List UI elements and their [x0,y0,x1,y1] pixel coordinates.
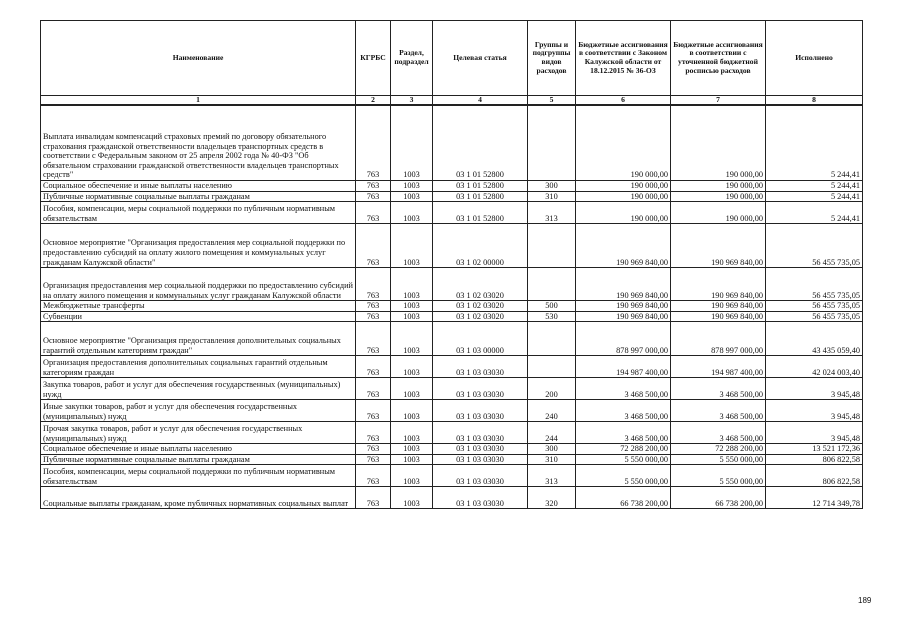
row-refined-amount: 878 997 000,00 [671,322,766,356]
row-executed-amount: 5 244,41 [766,181,863,192]
row-group: 240 [528,400,576,422]
row-executed-amount: 56 455 735,05 [766,268,863,301]
column-numbers-row [41,96,863,106]
row-section: 1003 [391,301,433,312]
row-refined-amount: 190 969 840,00 [671,301,766,312]
row-target: 03 1 02 03020 [433,268,528,301]
row-refined-amount: 190 969 840,00 [671,224,766,268]
header-law: Бюджетные ассигнования в соответствии с Законом Калужской области от 18.12.2015 № 36-ОЗ [576,21,671,96]
table-row [41,202,863,224]
row-name: Публичные нормативные социальные выплаты гражданам [41,454,356,465]
row-executed-amount: 5 244,41 [766,191,863,202]
row-executed-amount: 13 521 172,36 [766,444,863,455]
row-law-amount: 5 550 000,00 [576,465,671,487]
row-group [528,356,576,378]
row-section: 1003 [391,444,433,455]
table-row [41,268,863,301]
row-target: 03 1 03 03030 [433,465,528,487]
row-group: 310 [528,191,576,202]
row-kgrbs: 763 [356,181,391,192]
row-kgrbs: 763 [356,322,391,356]
row-law-amount: 72 288 200,00 [576,444,671,455]
row-section: 1003 [391,311,433,322]
row-name: Пособия, компенсации, меры социальной поддержки по публичным нормативным обязательствам [41,465,356,487]
row-kgrbs: 763 [356,378,391,400]
row-group [528,224,576,268]
table-body [41,105,863,509]
row-name: Публичные нормативные социальные выплаты гражданам [41,191,356,202]
row-group: 310 [528,454,576,465]
table-row [41,378,863,400]
row-group: 313 [528,202,576,224]
row-refined-amount: 3 468 500,00 [671,378,766,400]
header-target: Целевая статья [433,21,528,96]
row-name: Прочая закупка товаров, работ и услуг для обеспечения государственных (муниципальных) нужд [41,422,356,444]
table-row [41,454,863,465]
row-law-amount: 190 969 840,00 [576,224,671,268]
row-name: Социальные выплаты гражданам, кроме публичных нормативных социальных выплат [41,487,356,509]
row-group: 500 [528,301,576,312]
row-law-amount: 190 969 840,00 [576,311,671,322]
row-refined-amount: 5 550 000,00 [671,465,766,487]
row-name: Межбюджетные трансферты [41,301,356,312]
row-refined-amount: 66 738 200,00 [671,487,766,509]
row-name: Организация предоставления мер социальной поддержки по предоставлению субсидий на оплату жилого помещения и коммунальных услуг гражданам Калужской области [41,268,356,301]
row-target: 03 1 03 03030 [433,454,528,465]
row-executed-amount: 3 945,48 [766,400,863,422]
row-name: Выплата инвалидам компенсаций страховых премий по договору обязательного страхования гражданской ответственности владельцев транспортных средств в соответствии с Федеральным законом от 25 апреля 2002 года № 40-ФЗ "Об обязательном страховании гражданской ответственности владельцев транспортных средств" [41,105,356,181]
row-kgrbs: 763 [356,202,391,224]
table-row [41,224,863,268]
row-section: 1003 [391,454,433,465]
row-group: 313 [528,465,576,487]
column-number: 7 [671,96,766,106]
row-refined-amount: 190 000,00 [671,105,766,181]
row-law-amount: 190 969 840,00 [576,268,671,301]
row-executed-amount: 5 244,41 [766,105,863,181]
row-refined-amount: 190 000,00 [671,181,766,192]
table-row [41,356,863,378]
row-kgrbs: 763 [356,301,391,312]
row-target: 03 1 02 03020 [433,301,528,312]
row-name: Субвенции [41,311,356,322]
table-row [41,422,863,444]
row-executed-amount: 3 945,48 [766,422,863,444]
table-row [41,191,863,202]
row-executed-amount: 12 714 349,78 [766,487,863,509]
row-law-amount: 190 000,00 [576,181,671,192]
row-law-amount: 190 000,00 [576,202,671,224]
column-number: 8 [766,96,863,106]
table-row [41,400,863,422]
row-group: 200 [528,378,576,400]
column-number: 1 [41,96,356,106]
row-law-amount: 5 550 000,00 [576,454,671,465]
row-refined-amount: 3 468 500,00 [671,422,766,444]
row-executed-amount: 3 945,48 [766,378,863,400]
row-section: 1003 [391,487,433,509]
row-kgrbs: 763 [356,224,391,268]
table-row [41,301,863,312]
row-refined-amount: 190 969 840,00 [671,311,766,322]
row-target: 03 1 02 03020 [433,311,528,322]
row-executed-amount: 56 455 735,05 [766,224,863,268]
row-executed-amount: 56 455 735,05 [766,301,863,312]
column-number: 6 [576,96,671,106]
header-group: Группы и подгруппы видов расходов [528,21,576,96]
row-group: 530 [528,311,576,322]
row-group: 320 [528,487,576,509]
row-section: 1003 [391,422,433,444]
row-refined-amount: 190 000,00 [671,202,766,224]
row-kgrbs: 763 [356,311,391,322]
row-kgrbs: 763 [356,422,391,444]
row-group: 244 [528,422,576,444]
header-row [41,21,863,96]
row-law-amount: 190 000,00 [576,105,671,181]
row-law-amount: 3 468 500,00 [576,400,671,422]
row-group: 300 [528,181,576,192]
table-row [41,105,863,181]
row-section: 1003 [391,268,433,301]
row-name: Закупка товаров, работ и услуг для обеспечения государственных (муниципальных) нужд [41,378,356,400]
row-kgrbs: 763 [356,268,391,301]
page-number: 189 [858,596,872,605]
row-section: 1003 [391,378,433,400]
header-executed: Исполнено [766,21,863,96]
row-executed-amount: 43 435 059,40 [766,322,863,356]
row-section: 1003 [391,400,433,422]
header-section: Раздел, подраздел [391,21,433,96]
row-target: 03 1 03 03030 [433,422,528,444]
row-section: 1003 [391,202,433,224]
row-target: 03 1 01 52800 [433,181,528,192]
row-kgrbs: 763 [356,454,391,465]
row-executed-amount: 56 455 735,05 [766,311,863,322]
row-law-amount: 3 468 500,00 [576,422,671,444]
row-name: Социальное обеспечение и иные выплаты населению [41,444,356,455]
row-kgrbs: 763 [356,105,391,181]
row-section: 1003 [391,191,433,202]
row-refined-amount: 190 000,00 [671,191,766,202]
row-name: Основное мероприятие "Организация предоставления дополнительных социальных гарантий отдельным категориям граждан" [41,322,356,356]
column-number: 4 [433,96,528,106]
budget-table [40,20,863,509]
row-target: 03 1 01 52800 [433,191,528,202]
row-section: 1003 [391,181,433,192]
row-executed-amount: 806 822,58 [766,454,863,465]
row-kgrbs: 763 [356,444,391,455]
row-target: 03 1 02 00000 [433,224,528,268]
row-name: Иные закупки товаров, работ и услуг для обеспечения государственных (муниципальных) нужд [41,400,356,422]
row-kgrbs: 763 [356,487,391,509]
row-target: 03 1 03 03030 [433,400,528,422]
row-kgrbs: 763 [356,400,391,422]
column-number: 5 [528,96,576,106]
row-target: 03 1 01 52800 [433,105,528,181]
row-law-amount: 3 468 500,00 [576,378,671,400]
row-kgrbs: 763 [356,465,391,487]
table-row [41,181,863,192]
row-section: 1003 [391,224,433,268]
row-law-amount: 878 997 000,00 [576,322,671,356]
table-row [41,465,863,487]
row-target: 03 1 01 52800 [433,202,528,224]
row-law-amount: 66 738 200,00 [576,487,671,509]
table-row [41,487,863,509]
row-section: 1003 [391,105,433,181]
row-target: 03 1 03 03030 [433,378,528,400]
row-section: 1003 [391,322,433,356]
row-section: 1003 [391,465,433,487]
header-name: Наименование [41,21,356,96]
row-group [528,322,576,356]
row-law-amount: 194 987 400,00 [576,356,671,378]
column-number: 2 [356,96,391,106]
row-refined-amount: 3 468 500,00 [671,400,766,422]
row-group: 300 [528,444,576,455]
row-name: Пособия, компенсации, меры социальной поддержки по публичным нормативным обязательствам [41,202,356,224]
row-law-amount: 190 969 840,00 [576,301,671,312]
row-name: Социальное обеспечение и иные выплаты населению [41,181,356,192]
row-refined-amount: 5 550 000,00 [671,454,766,465]
row-target: 03 1 03 03030 [433,444,528,455]
row-kgrbs: 763 [356,356,391,378]
row-executed-amount: 42 024 003,40 [766,356,863,378]
row-law-amount: 190 000,00 [576,191,671,202]
header-kgrbs: КГРБС [356,21,391,96]
row-executed-amount: 806 822,58 [766,465,863,487]
row-group [528,105,576,181]
row-section: 1003 [391,356,433,378]
row-target: 03 1 03 00000 [433,322,528,356]
header-refined: Бюджетные ассигнования в соответствии с уточненной бюджетной росписью расходов [671,21,766,96]
column-number: 3 [391,96,433,106]
row-refined-amount: 190 969 840,00 [671,268,766,301]
table-row [41,322,863,356]
table-row [41,444,863,455]
row-name: Основное мероприятие "Организация предоставления мер социальной поддержки по предоставлению субсидий на оплату жилого помещения и коммунальных услуг гражданам Калужской области" [41,224,356,268]
row-executed-amount: 5 244,41 [766,202,863,224]
row-name: Организация предоставления дополнительных социальных гарантий отдельным категориям граждан [41,356,356,378]
table-row [41,311,863,322]
row-target: 03 1 03 03030 [433,487,528,509]
row-refined-amount: 194 987 400,00 [671,356,766,378]
row-refined-amount: 72 288 200,00 [671,444,766,455]
row-kgrbs: 763 [356,191,391,202]
row-target: 03 1 03 03030 [433,356,528,378]
row-group [528,268,576,301]
